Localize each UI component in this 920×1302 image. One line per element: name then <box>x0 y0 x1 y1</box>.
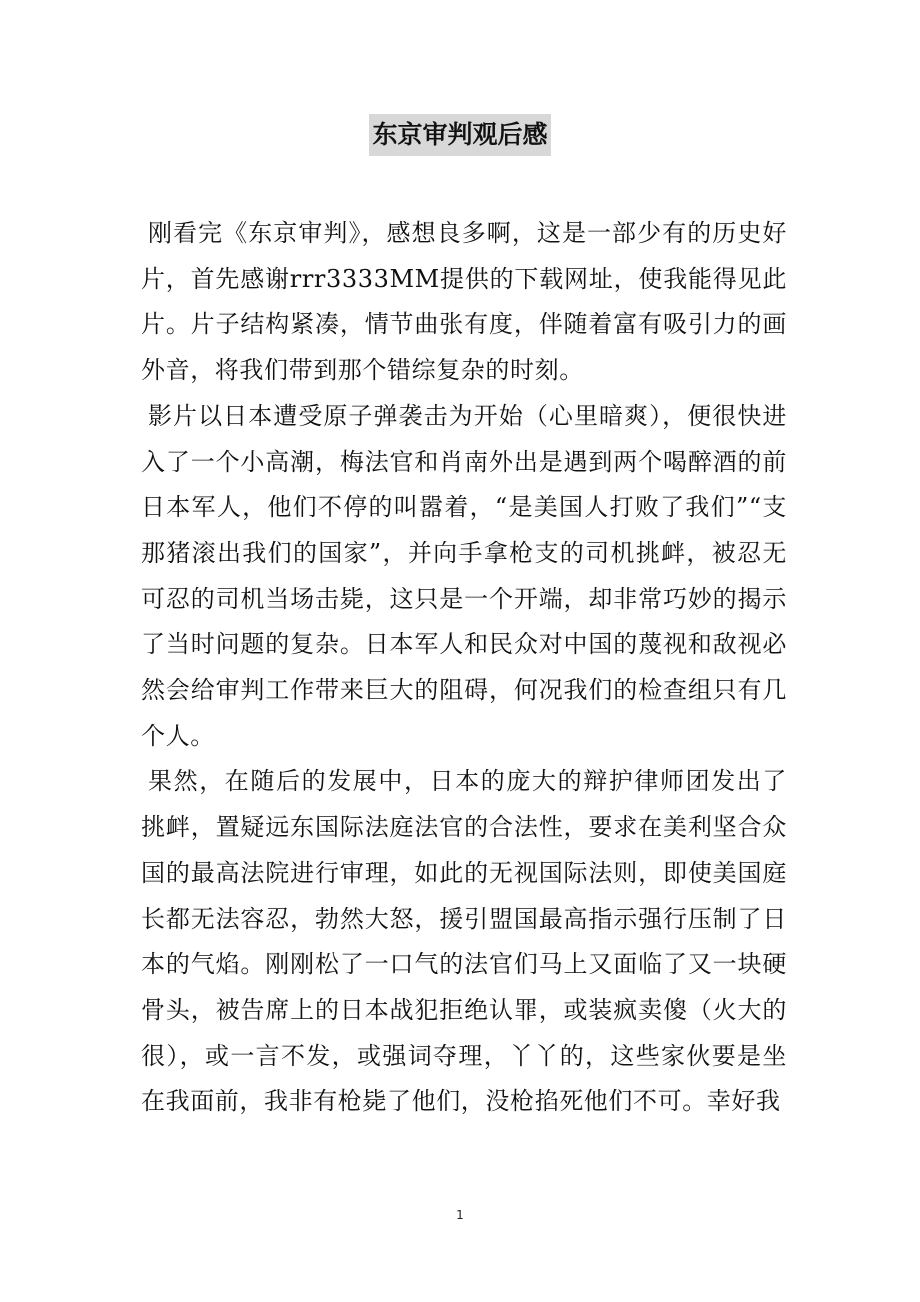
paragraph-3: 果然，在随后的发展中，日本的庞大的辩护律师团发出了挑衅，置疑远东国际法庭法官的合法性，要求在美利坚合众国的最高法院进行审理，如此的无视国际法则，即使美国庭长都无法容忍，勃然大怒，援引盟国最高指示强行压制了日本的气焰。刚刚松了一口气的法官们马上又面临了又一块硬骨头，被告席上的日本战犯拒绝认罪，或装疯卖傻（火大的很），或一言不发，或强词夺理，丫丫的，这些家伙要是坐在我面前，我非有枪毙了他们，没枪掐死他们不可。幸好我 <box>141 767 787 1116</box>
document-title: 东京审判观后感 <box>369 114 550 156</box>
document-body <box>141 211 787 1125</box>
page-number: 1 <box>456 1208 464 1222</box>
title-container <box>0 114 920 156</box>
paragraph-2: 影片以日本遭受原子弹袭击为开始（心里暗爽），便很快进入了一个小高潮，梅法官和肖南外出是遇到两个喝醉酒的前日本军人，他们不停的叫嚣着，“是美国人打败了我们”“支那猪滚出我们的国家”，并向手拿枪支的司机挑衅，被忍无可忍的司机当场击毙，这只是一个开端，却非常巧妙的揭示了当时问题的复杂。日本军人和民众对中国的蔑视和敌视必然会给审判工作带来巨大的阻碍，何况我们的检查组只有几个人。 <box>141 401 787 750</box>
paragraph-1: 刚看完《东京审判》，感想良多啊，这是一部少有的历史好片，首先感谢rrr3333MM提供的下载网址，使我能得见此片。片子结构紧凑，情节曲张有度，伴随着富有吸引力的画外音，将我们带到那个错综复杂的时刻。 <box>141 219 787 385</box>
